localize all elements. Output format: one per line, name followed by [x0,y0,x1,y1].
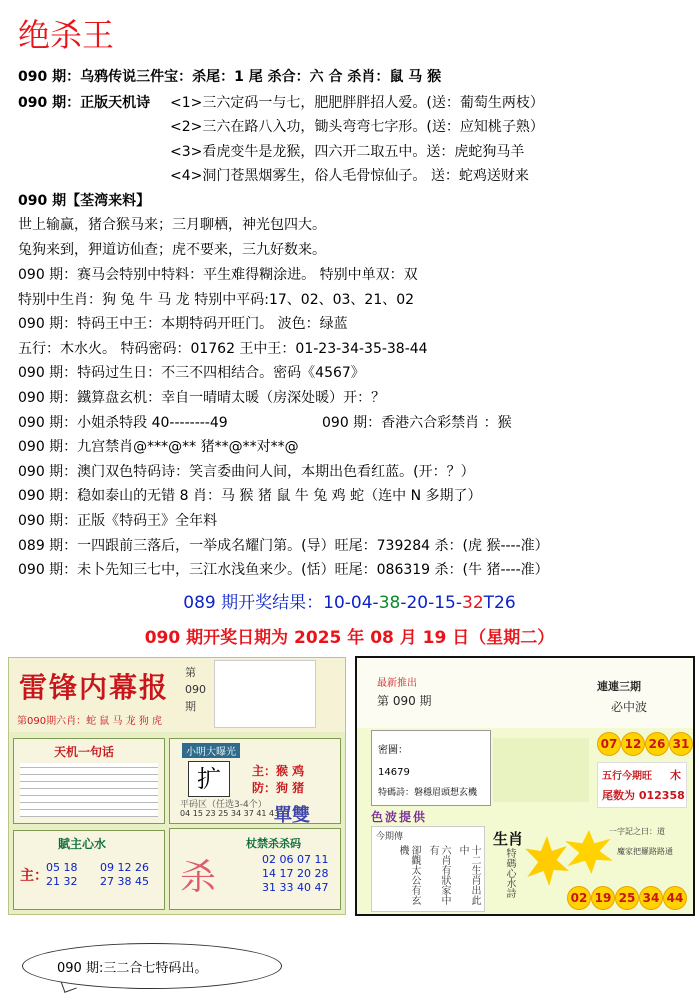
code-poem: 特碼詩：磐穩眉頭想玄機 [378,788,478,798]
yiji-label: 一字記之曰：道 [609,827,665,836]
kz-title: 小明大曝光 [182,743,240,758]
text-line: 090 期：特码过生日：不三不四相结合。密码《4567》 [18,365,365,381]
text-line: 090 期：特码王中王：本期特码开旺门。 波色：绿蓝 [18,316,348,332]
kz-pm: 平码区（任选3-4个） [180,800,267,810]
code-box [371,730,491,806]
bw-nums-2: 09 12 26 27 38 45 [100,861,149,888]
jk-box [169,828,341,910]
jk-char: 杀 [180,857,217,898]
issue-label: 第 090 期 [185,666,206,713]
left-newspaper [8,657,346,915]
code-num: 14679 [378,767,410,778]
jk-nums: 02 06 07 11 14 17 20 28 31 33 40 47 [262,853,329,894]
text-line: 090 期【荃湾来料】 [18,193,151,209]
new-tag: 最新推出 [377,678,417,689]
tianji-box [13,738,165,824]
kz-char: 扩 [188,761,230,797]
masthead: 雷锋内幕报 [19,671,170,704]
six-xiao: 第090期六肖：蛇 鼠 马 龙 狗 虎 [17,716,162,727]
poem-column: 十二生肖出此中 [457,845,480,905]
bottom-number: 02 [567,886,591,910]
text-line: 090 期：赛马会特别中特料：平生难得糊涂进。 特别中单双：双 [18,267,418,283]
text-line: 特别中生肖：狗 兔 牛 马 龙 特别中平码:17、02、03、21、02 [18,292,415,308]
text-line: 090 期：澳门双色特码诗：笑言委曲问人间，本期出色看红蓝。(开：？） [18,464,475,480]
right-newspaper [355,656,695,916]
bubble-text: 090 期:三二合七特码出。 [57,961,208,976]
kz-box [169,738,341,824]
shengxiao-label: 生肖 [493,830,524,848]
tianji-title: 天机一句话 [54,745,115,759]
kz-fang: 防：狗 猪 [252,781,305,795]
draw-date: 090 期开奖日期为 2025 年 08 月 19 日（星期二） [144,628,555,648]
kz-pn: 04 15 23 25 34 37 41 43 [180,809,280,818]
top-number: 12 [621,732,645,756]
kz-shuang: 單雙 [274,805,310,826]
result-prefix: 089 期开奖结果： [183,593,324,613]
bottom-number: 25 [615,886,639,910]
text-line: <1>三六定码一与七，肥肥胖胖招人爱。(送：葡萄生两枝） [170,95,544,111]
text-line: 089 期：一四跟前三落后，一举成名耀门第。(导）旺尾：739284 杀：(虎 猴----准） [18,538,549,554]
jiji-label: 魔家把羅路路通 [617,847,673,856]
poem-columns [371,826,485,912]
kz-shengxiao [252,763,304,797]
bose-banner: 色波提供 [371,810,428,824]
bottom-number: 19 [591,886,615,910]
poem-column: 卻觀太公有玄機 [397,845,420,905]
illustration [493,738,589,802]
result-numbers: 10-04- [323,593,379,613]
col-head: 今期傳 [376,832,404,842]
newspaper-header [9,658,345,732]
text-line: 090 期：正版天机诗 [18,95,151,111]
draw-result [0,588,699,613]
text-line: 090 期：九宫禁肖@***@** 猪**@**对**@ [18,439,299,455]
page-title: 绝杀王 [18,16,115,54]
text-line: <4>洞门苍黑烟雾生，俗人毛骨惊仙子。 送：蛇鸡送财来 [170,168,529,184]
tail-label: 尾数为 012358 [602,789,685,802]
result-special: T26 [483,593,516,613]
text-line: 090 期：正版《特码王》全年料 [18,513,218,529]
bottom-number: 34 [639,886,663,910]
bw-zhu: 主： [20,868,48,884]
text-line: 090 期：乌鸦传说三件宝：杀尾：1 尾 杀合：六 合 杀肖：鼠 马 猴 [18,69,442,85]
text-line: 090 期：鐵算盘玄机：幸自一晴晴太暖（房深处暖）开：？ [18,390,386,406]
bizhong: 必中波 [611,700,648,714]
bw-nums-1: 05 18 21 32 [46,861,78,888]
text-line: 090 期：未卜先知三七中，三江水浅鱼来少。(恬）旺尾：086319 杀：(牛 猪----准） [18,562,549,578]
jk-title: 杖禁杀杀码 [246,837,301,850]
wuxing-box [597,762,687,808]
result-numbers: -20-15- [400,593,463,613]
bw-title: 賦主心水 [58,837,107,851]
tianji-rows [20,763,158,817]
text-line: 090 期：香港六合彩禁肖 ：猴 [322,415,512,431]
result-number-green: 38 [378,593,401,613]
bw-box [13,830,165,910]
top-number: 31 [669,732,693,756]
wuxing-main: 木 [670,769,681,782]
result-number-red: 32 [462,593,484,613]
issue-label-2: 第 090 期 [377,694,432,708]
kz-zhu: 主：猴 鸡 [252,764,305,778]
top-number: 26 [645,732,669,756]
wuxing-label: 五行今期旺 [602,771,652,782]
text-line: <2>三六在路八入功，锄头弯弯七字形。(送：应知桃子熟） [170,119,544,135]
text-line: 世上输赢，猪合猴马来；三月聊栖，神光包四大。 [18,217,326,233]
text-line: <3>看虎变牛是龙猴，四六开二取五中。送：虎蛇狗马羊 [170,144,525,160]
lianlian: 連連三期 [597,680,641,693]
blank-panel [214,660,316,728]
text-line: 五行：木水火。 特码密码：01762 王中王：01-23-34-35-38-44 [18,341,428,357]
poem-column: 六肖有狀家中有 [427,845,450,905]
text-line: 090 期：小姐杀特段 40--------49 [18,415,228,431]
code-label: 密圖： [378,745,408,756]
bottom-number: 44 [663,886,687,910]
text-line: 兔狗来到，狎道访仙查；虎不要来，三九好数来。 [18,242,326,258]
newspaper2-header [357,658,693,728]
tm-vertical: 特碼心水詩 [504,848,515,898]
text-line: 090 期：稳如泰山的无错 8 肖：马 猴 猪 鼠 牛 兔 鸡 蛇（连中 N 多期了） [18,488,482,504]
speech-bubble [22,943,282,989]
top-number: 07 [597,732,621,756]
